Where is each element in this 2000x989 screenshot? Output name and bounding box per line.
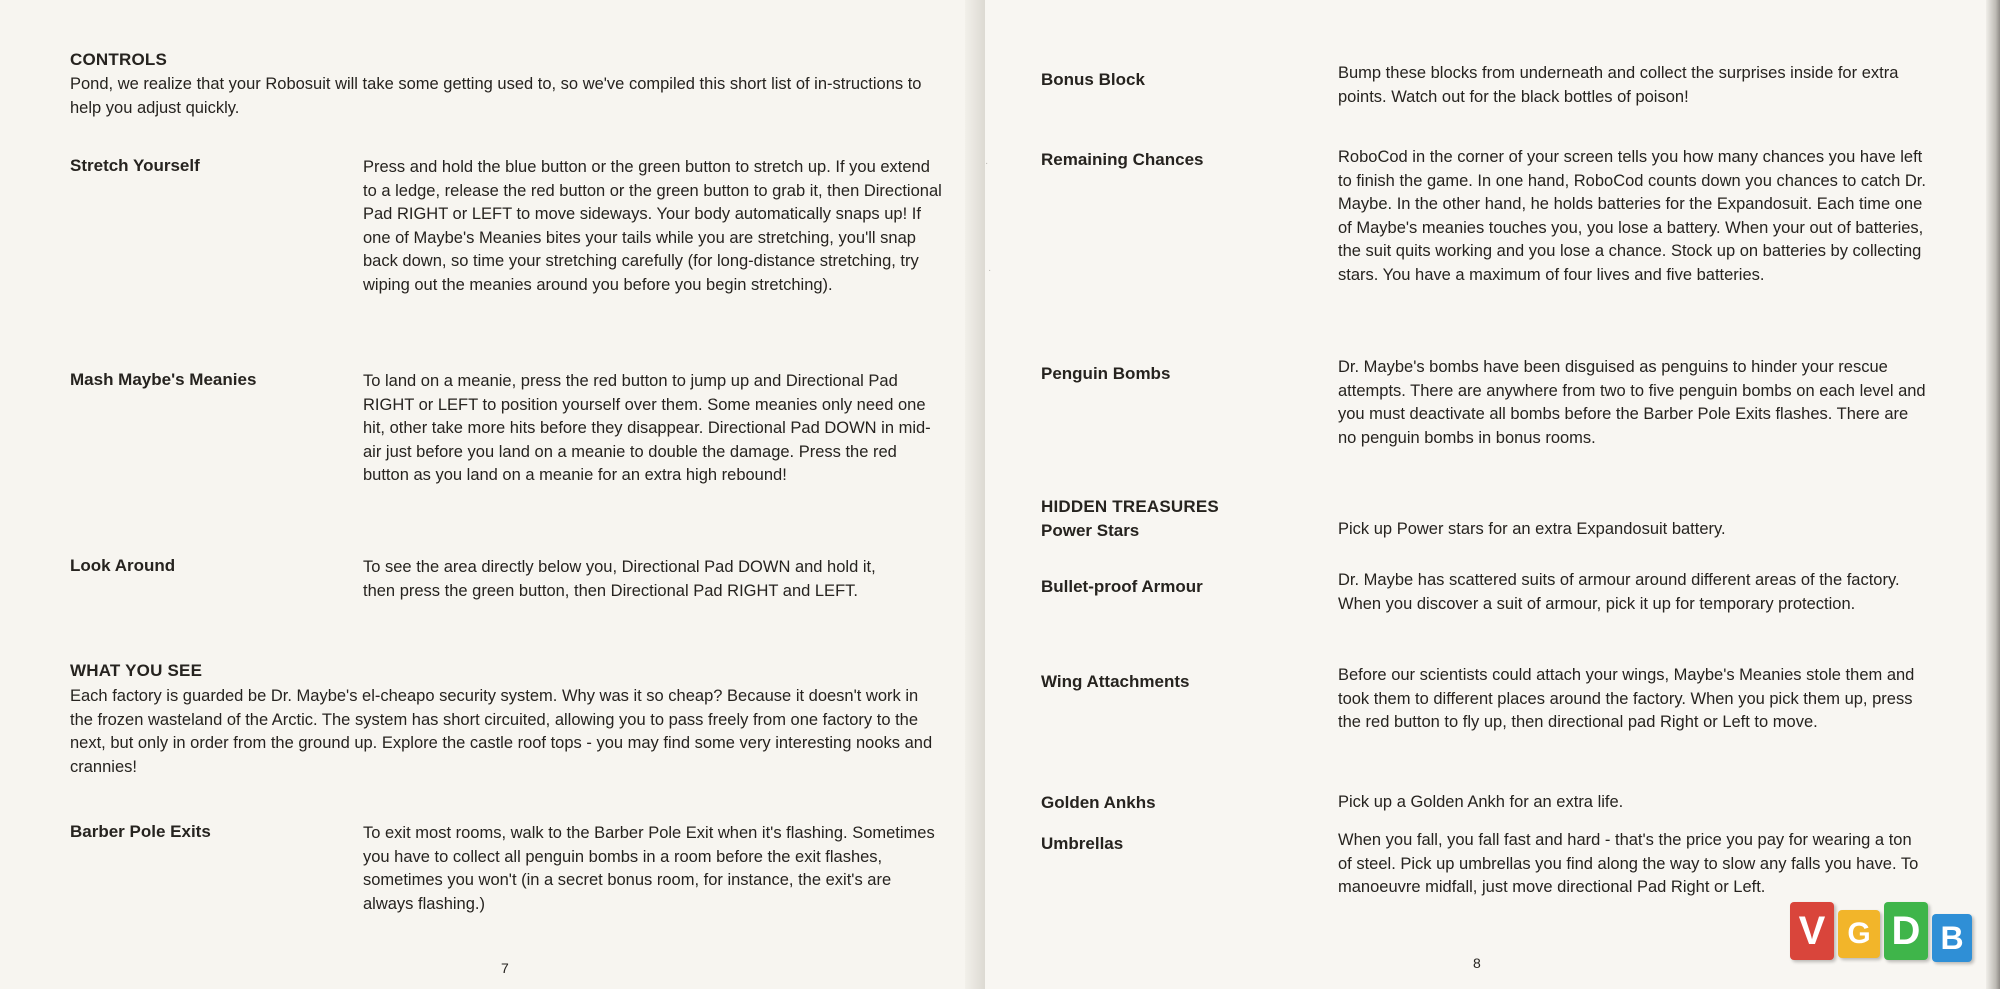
term-power-stars: Power Stars <box>1041 521 1140 540</box>
term-golden-ankhs: Golden Ankhs <box>1041 793 1156 812</box>
def-remaining-chances: RoboCod in the corner of your screen tells you how many chances you have left to finish the game. In one hand, RoboCod counts down you chances to catch Dr. Maybe. In the other hand, he holds batteries for the Expandosuit. Each time one of Maybe's meanies touches you, you lose a battery. When your out of batteries, the suit quits working and you lose a chance. Stock up on batteries by collecting stars. You have a maximum of four lives and five batteries. <box>1338 148 1926 284</box>
def-mash-meanies: To land on a meanie, press the red button to jump up and Directional Pad RIGHT or LEFT to position yourself over them. Some meanies only need one hit, other take more hits before they disappear. Directional Pad DOWN in mid-air just before you land on a meanie to double the damage. Press the red button as you land on a meanie for an extra high rebound! <box>363 372 931 484</box>
term-umbrellas: Umbrellas <box>1041 834 1124 853</box>
logo-letter-b: B <box>1932 914 1972 962</box>
term-penguin-bombs: Penguin Bombs <box>1041 364 1171 383</box>
hidden-treasures-heading: HIDDEN TREASURES <box>1041 497 1219 516</box>
def-bullet-proof-armour: Dr. Maybe has scattered suits of armour around different areas of the factory. When you discover a suit of armour, pick it up for temporary protection. <box>1338 571 1900 613</box>
def-umbrellas: When you fall, you fall fast and hard - that's the price you pay for wearing a ton of steel. Pick up umbrellas you find along the way to slow any falls you have. To manoeuvre midfall, just move directional Pad Right or Left. <box>1338 831 1919 896</box>
term-mash-meanies: Mash Maybe's Meanies <box>70 370 257 389</box>
def-bonus-block: Bump these blocks from underneath and collect the surprises inside for extra points. Watch out for the black bottles of poison! <box>1338 64 1899 106</box>
def-wing-attachments: Before our scientists could attach your wings, Maybe's Meanies stole them and took them to different places around the factory. When you pick them up, press the red button to fly up, then directional pad Right or Left to move. <box>1338 666 1915 731</box>
term-look-around: Look Around <box>70 556 176 575</box>
page-number-left: 7 <box>501 960 509 976</box>
left-page <box>0 0 985 989</box>
def-penguin-bombs: Dr. Maybe's bombs have been disguised as penguins to hinder your rescue attempts. There are anywhere from two to five penguin bombs on each level and you must deactivate all bombs before the Barber Pole Exits flashes. There are no penguin bombs in bonus rooms. <box>1338 358 1926 447</box>
what-you-see-heading: WHAT YOU SEE <box>70 661 203 680</box>
controls-intro: Pond, we realize that your Robosuit will take some getting used to, so we've compiled this short list of in-structions to help you adjust quickly. <box>70 75 922 117</box>
term-wing-attachments: Wing Attachments <box>1041 672 1190 691</box>
term-stretch-yourself: Stretch Yourself <box>70 156 200 175</box>
def-barber-pole-exits: To exit most rooms, walk to the Barber Pole Exit when it's flashing. Sometimes you have to collect all penguin bombs in a room before the exit flashes, sometimes you won't (in a secret bonus room, for instance, the exit's are always flashing.) <box>363 824 935 913</box>
right-page <box>985 0 2000 989</box>
def-look-around: To see the area directly below you, Directional Pad DOWN and hold it, then press the green button, then Directional Pad RIGHT and LEFT. <box>363 558 876 600</box>
controls-heading: CONTROLS <box>70 50 167 69</box>
def-power-stars: Pick up Power stars for an extra Expandosuit battery. <box>1338 520 1726 538</box>
term-bonus-block: Bonus Block <box>1041 70 1145 89</box>
logo-letter-v: V <box>1790 902 1834 960</box>
def-golden-ankhs: Pick up a Golden Ankh for an extra life. <box>1338 793 1624 811</box>
margin-mark: · <box>988 265 992 276</box>
page-number-right: 8 <box>1473 955 1481 971</box>
term-remaining-chances: Remaining Chances <box>1041 150 1204 169</box>
page-edge-shadow <box>1986 0 2000 989</box>
term-bullet-proof-armour: Bullet-proof Armour <box>1041 577 1203 596</box>
term-barber-pole-exits: Barber Pole Exits <box>70 822 211 841</box>
vgdb-logo <box>1790 902 1990 966</box>
def-stretch-yourself: Press and hold the blue button or the green button to stretch up. If you extend to a ledge, release the red button or the green button to grab it, then Directional Pad RIGHT or LEFT to move sideways. Your body automatically snaps up! If one of Maybe's Meanies bites your tails while you are stretching, you'll snap back down, so time your stretching carefully (for long-distance stretching, try wiping out the meanies around you before you begin stretching). <box>363 158 942 294</box>
margin-mark: · <box>985 158 989 169</box>
what-you-see-intro: Each factory is guarded be Dr. Maybe's el-cheapo security system. Why was it so cheap? Because it doesn't work in the frozen wasteland of the Arctic. The system has short circuited, allowing you to pass freely from one factory to the next, but only in order from the ground up. Explore the castle roof tops - you may find some very interesting nooks and crannies! <box>70 687 933 776</box>
logo-letter-d: D <box>1884 902 1928 960</box>
logo-letter-g: G <box>1838 910 1880 958</box>
